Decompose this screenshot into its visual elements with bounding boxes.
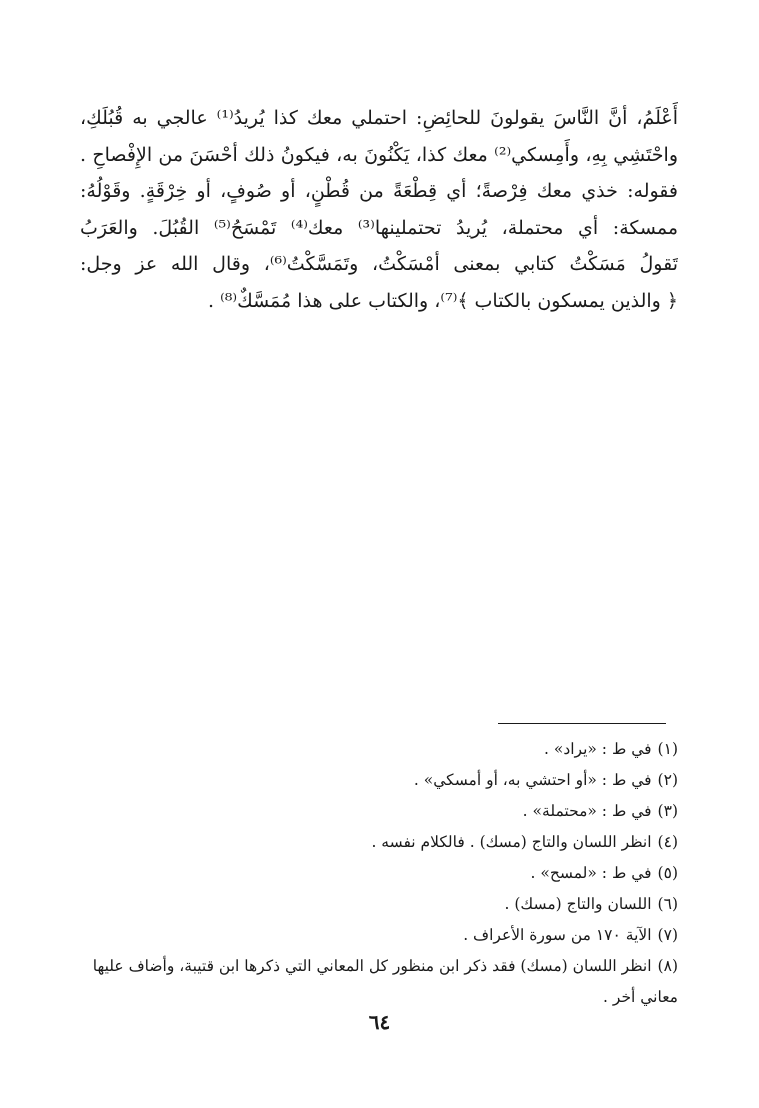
- footnote-text: في ط : «لمسح» .: [530, 864, 652, 882]
- footnote-continuation: معاني أخر .: [603, 988, 678, 1006]
- footnote-number: (٤): [657, 833, 678, 851]
- main-text-line: ﴿ والذين يمسكون بالكتاب ﴾⁽⁷⁾، والكتاب على هذا مُمَسَّكٌ⁽⁸⁾ .: [208, 289, 678, 312]
- footnote-text: في ط : «يراد» .: [543, 740, 652, 758]
- page-number: ٦٤: [368, 1010, 391, 1034]
- footnote-text: انظر اللسان والتاج (مسك) . فالكلام نفسه .: [371, 833, 652, 851]
- footnotes-list: [66, 734, 678, 1013]
- footnote-item: [66, 827, 678, 858]
- footnote-text: في ط : «أو احتشي به، أو أمسكي» .: [413, 771, 652, 789]
- footnote-number: (٣): [657, 802, 678, 820]
- main-text-line: واحْتَشِي بِهِ، وأَمِسكي⁽²⁾ معك كذا، يَكْنُونَ به، فيكونُ ذلك أحْسَنَ من الإِفْصاحِ .: [80, 143, 678, 166]
- main-text-line: فقوله: خذي معك فِرْصةً؛ أي قِطْعَةً من قُطْنٍ، أو صُوفٍ، أو خِرْقَةٍ. وقَوْلُهُ:: [80, 180, 678, 202]
- footnote-number: (٢): [657, 771, 678, 789]
- footnote-text: الآية ١٧٠ من سورة الأعراف .: [463, 926, 652, 944]
- footnote-number: (٥): [657, 864, 678, 882]
- footnote-divider: [498, 723, 666, 724]
- footnote-text: في ط : «محتملة» .: [522, 802, 652, 820]
- footnote-item: [66, 796, 678, 827]
- footnote-item: [66, 858, 678, 889]
- footnote-number: (٦): [657, 895, 678, 913]
- footnote-item: [66, 951, 678, 1013]
- footnote-item: [66, 765, 678, 796]
- footnote-text: انظر اللسان (مسك) فقد ذكر ابن منظور كل المعاني التي ذكرها ابن قتيبة، وأضاف عليها: [92, 957, 652, 975]
- main-text-line: ممسكة: أي محتملة، يُريدُ تحتملينها⁽³⁾ معك⁽⁴⁾ تَمْسَحُ⁽⁵⁾ القُبُلَ. والعَرَبُ: [80, 216, 678, 239]
- footnote-number: (١): [657, 740, 678, 758]
- footnote-number: (٨): [657, 957, 678, 975]
- main-text-block: [80, 100, 678, 319]
- main-text-line: أَعْلَمُ، أنَّ النَّاسَ يقولونَ للحائِضِ: احتملي معك كذا يُريدُ⁽¹⁾ عالجي به قُبُلَكِ،: [80, 107, 678, 129]
- footnote-item: [66, 889, 678, 920]
- footnote-item: [66, 734, 678, 765]
- main-text-line: تَقولُ مَسَكْتُ كتابي بمعنى أمْسَكْتُ، وتَمَسَّكْتُ⁽⁶⁾، وقال الله عز وجل:: [80, 253, 678, 275]
- footnote-number: (٧): [657, 926, 678, 944]
- footnote-text: اللسان والتاج (مسك) .: [504, 895, 652, 913]
- footnote-item: [66, 920, 678, 951]
